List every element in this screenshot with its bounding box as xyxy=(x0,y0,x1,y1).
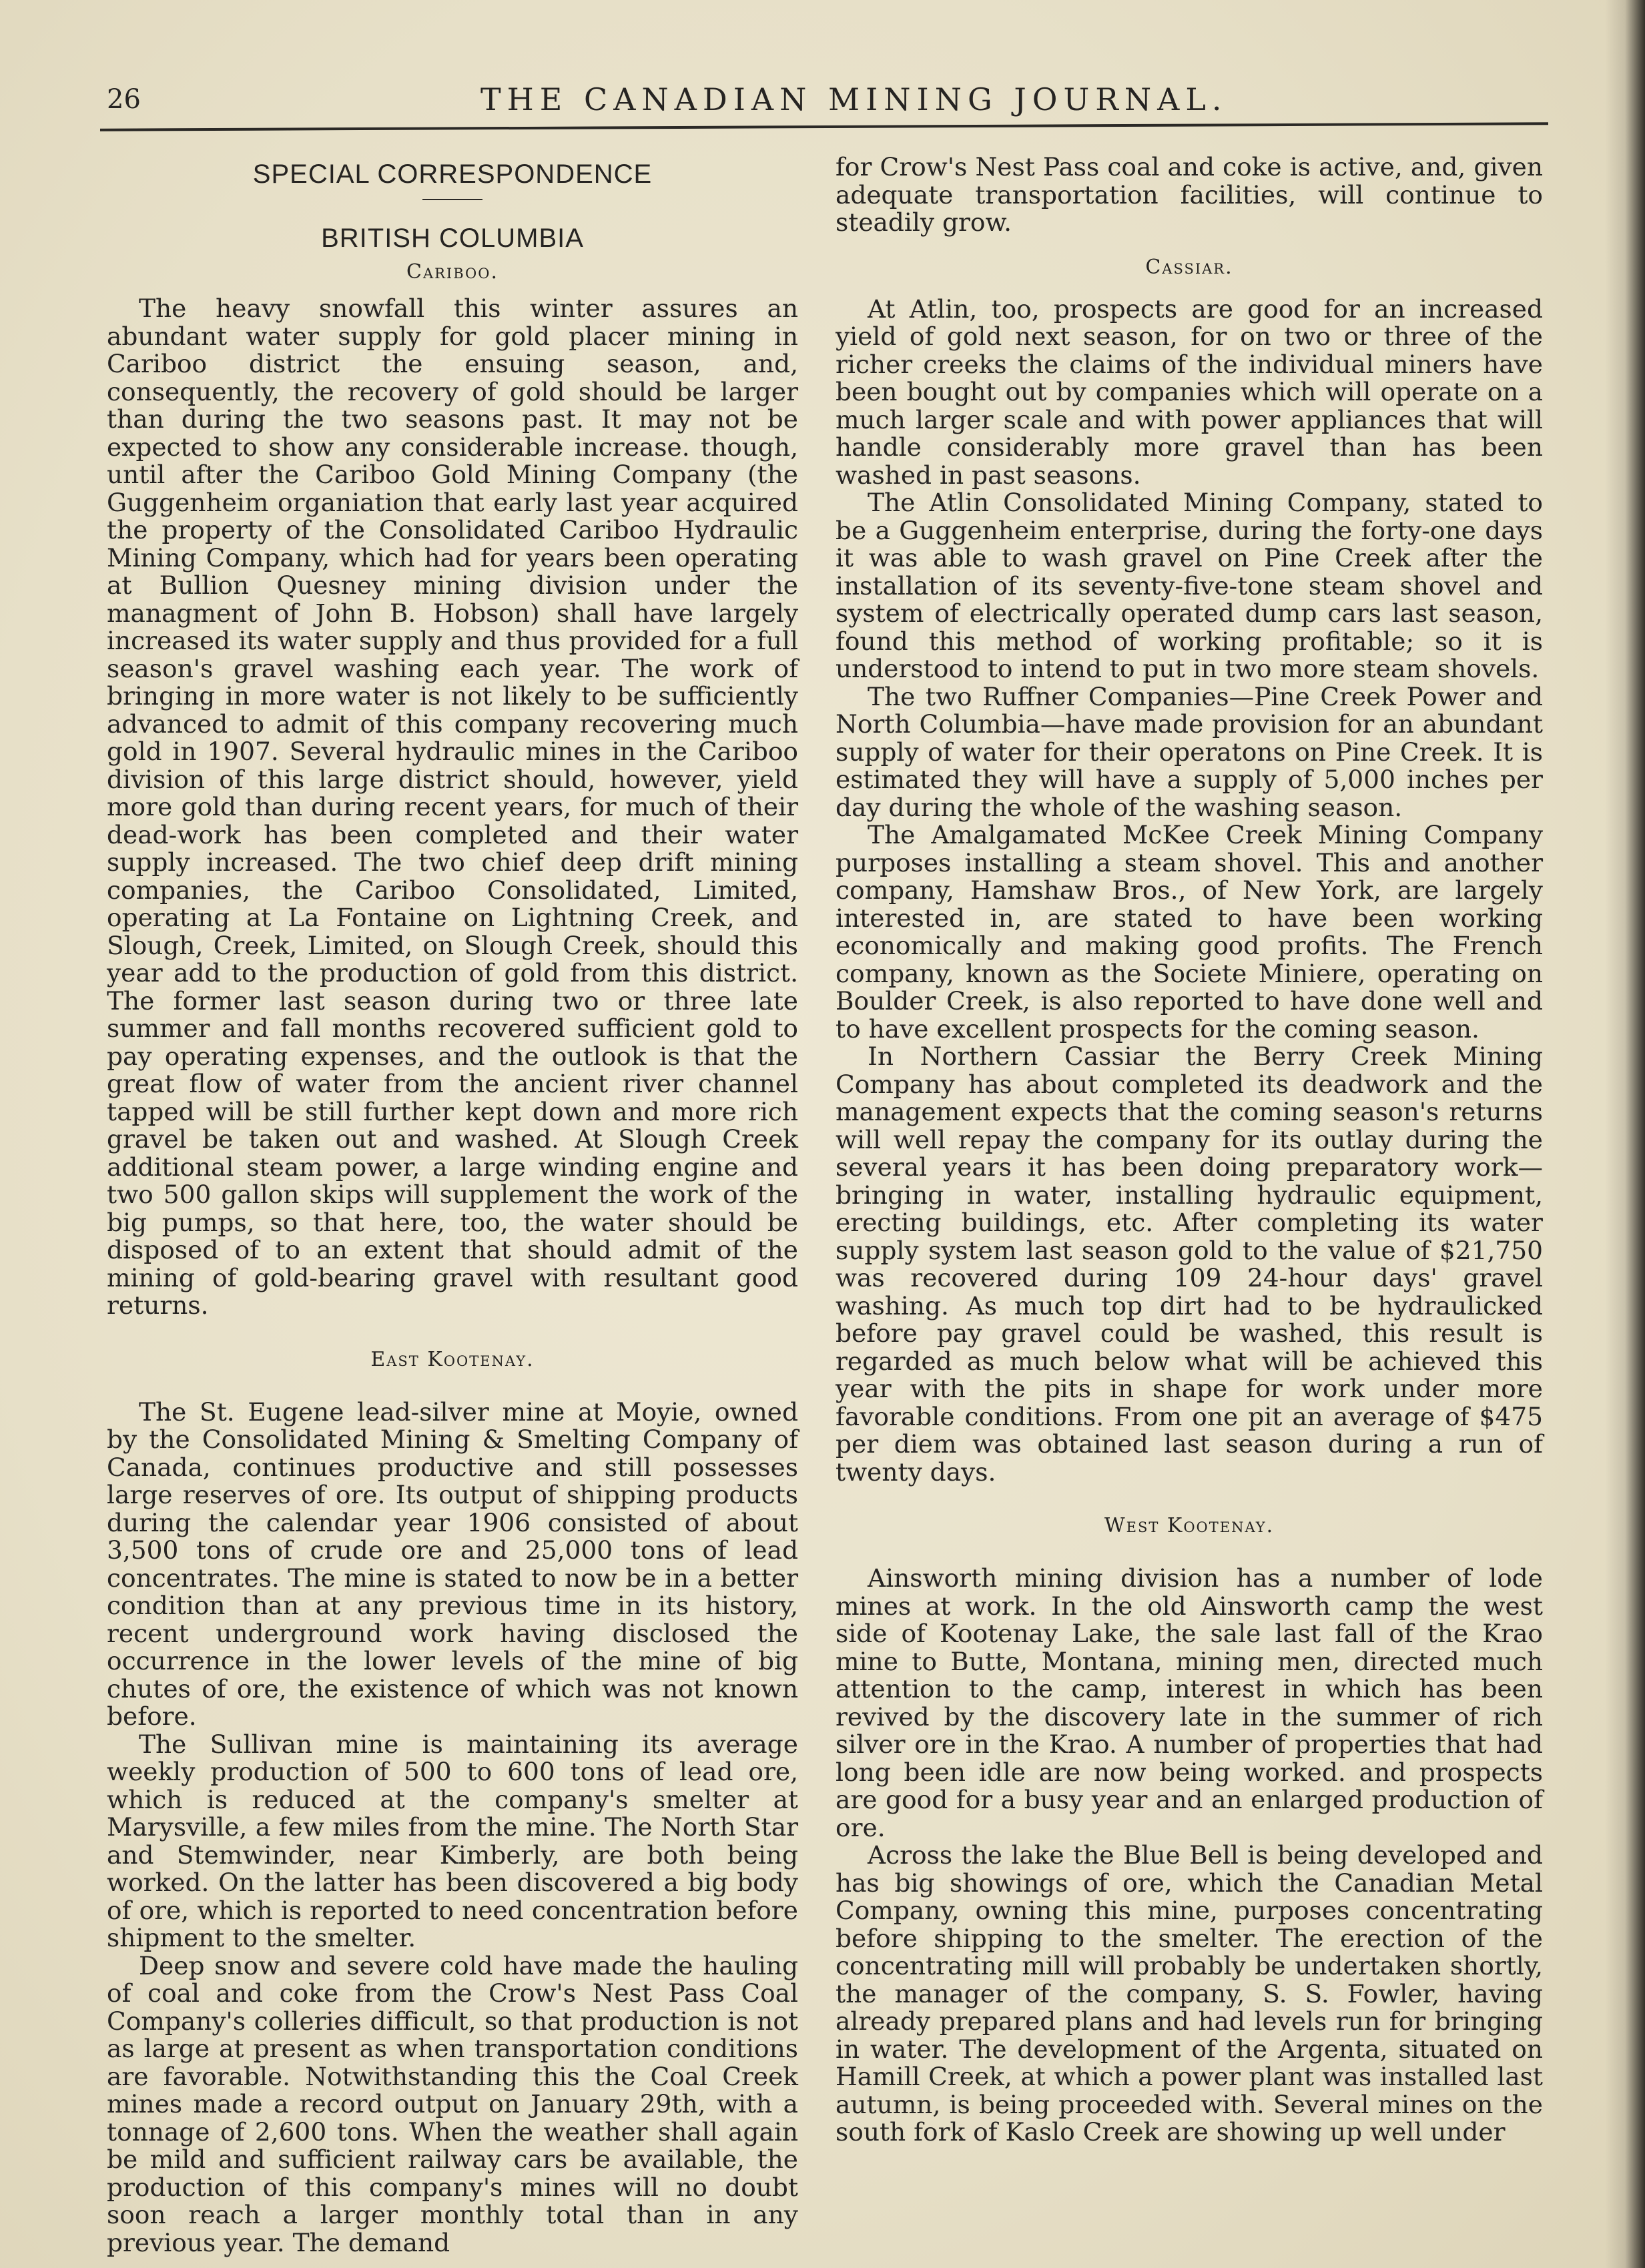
cassiar-paragraph-5: In Northern Cassiar the Berry Creek Mining Company has about completed its deadwork and the management expects that the coming season's returns will well repay the company for its outlay during the several years it has been doing preparatory work—bringing in water, installing hydraulic equipment, erecting buildings, etc. After completing its water supply system last season gold to the value of $21,750 was recovered during 109 24-hour days' gravel washing. As much top dirt had to be hydraulicked before pay gravel could be washed, this result is regarded as much below what will be achieved this year with the pits in shape for work under more favorable conditions. From one pit an average of $475 per diem was obtained last season during a run of twenty days. xyxy=(836,1042,1543,1487)
continued-paragraph: for Crow's Nest Pass coal and coke is active, and, given adequate transportation facilities, will continue to steadily grow. xyxy=(836,152,1543,237)
journal-title: THE CANADIAN MINING JOURNAL. xyxy=(480,81,1228,117)
title-divider xyxy=(422,199,482,200)
east-kootenay-paragraph-3: Deep snow and severe cold have made the hauling of coal and coke from the Crow's Nest Pass Coal Company's colleries difficult, so that production is not as large at present as when transportation conditions are favorable. Notwithstanding this the Coal Creek mines made a record output on January 29th, with a tonnage of 2,600 tons. When the weather shall again be mild and sufficient railway cars be available, the production of this company's mines will no doubt soon reach a larger monthly total than in any previous year. The demand xyxy=(107,1950,798,2257)
heading-east-kootenay: East Kootenay. xyxy=(370,1347,535,1371)
heading-cassiar: Cassiar. xyxy=(1145,255,1233,279)
cassiar-paragraph-4: The Amalgamated McKee Creek Mining Company purposes installing a steam shovel. This and another company, Hamshaw Bros., of New York, are largely interested in, are stated to have been working economically and making good profits. The French company, known as the Societe Miniere, operating on Boulder Creek, is also reported to have done well and to have excellent prospects for the coming season. xyxy=(836,820,1543,1044)
cassiar-paragraph-1: At Atlin, too, prospects are good for an increased yield of gold next season, for on two or three of the richer creeks the claims of the individual miners have been bought out by companies which will operate on a much larger scale and with power appliances that will handle considerably more gravel than has been washed in past seasons. xyxy=(836,294,1543,490)
left-column xyxy=(107,152,798,2257)
west-kootenay-paragraph-1: Ainsworth mining division has a number of lode mines at work. In the old Ainsworth camp the west side of Kootenay Lake, the sale last fall of the Krao mine to Butte, Montana, mining men, directed much attention to the camp, interest in which has been revived by the discovery late in the summer of rich silver ore in the Krao. A number of properties that had long been idle are now being worked. and prospects are good for a busy year and an enlarged production of ore. xyxy=(836,1563,1543,1842)
heading-cariboo: Cariboo. xyxy=(406,260,499,284)
right-column xyxy=(836,153,1543,2147)
section-title: SPECIAL CORRESPONDENCE xyxy=(252,159,653,189)
page-number: 26 xyxy=(107,84,141,115)
region-title: BRITISH COLUMBIA xyxy=(321,224,584,253)
east-kootenay-paragraph-1: The St. Eugene lead-silver mine at Moyie, owned by the Consolidated Mining & Smelting Company of Canada, continues productive and still possesses large reserves of ore. Its output of shipping products during the calendar year 1906 consisted of about 3,500 tons of crude ore and 25,000 tons of lead concentrates. The mine is stated to now be in a better condition than at any previous time in its history, recent underground work having disclosed the occurrence in the lower levels of the mine of big chutes of ore, the existence of which was not known before. xyxy=(107,1397,798,1731)
cariboo-paragraph: The heavy snowfall this winter assures an abundant water supply for gold placer mining in Cariboo district the ensuing season, and, consequently, the recovery of gold should be larger than during the two seasons past. It may not be expected to show any considerable increase. though, until after the Cariboo Gold Mining Company (the Guggenheim organiation that early last year acquired the property of the Consolidated Cariboo Hydraulic Mining Company, which had for years been operating at Bullion Quesney mining division under the managment of John B. Hobson) shall have largely increased its water supply and thus provided for a full season's gravel washing each year. The work of bringing in more water is not likely to be sufficiently advanced to admit of this company recovering much gold in 1907. Several hydraulic mines in the Cariboo division of this large district should, however, yield more gold than during recent years, for much of their dead-work has been completed and their water supply increased. The two chief deep drift mining companies, the Cariboo Consolidated, Limited, operating at La Fontaine on Lightning Creek, and Slough, Creek, Limited, on Slough Creek, should this year add to the production of gold from this district. The former last season during two or three late summer and fall months recovered sufficient gold to pay operating expenses, and the outlook is that the great flow of water from the ancient river channel tapped will be still further kept down and more rich gravel be taken out and washed. At Slough Creek additional steam power, a large winding engine and two 500 gallon skips will supplement the work of the big pumps, so that here, too, the water should be disposed of to an extent that should admit of the mining of gold-bearing gravel with resultant good returns. xyxy=(107,294,798,1320)
heading-west-kootenay: West Kootenay. xyxy=(1104,1514,1275,1537)
west-kootenay-paragraph-2: Across the lake the Blue Bell is being developed and has big showings of ore, which the Canadian Metal Company, owning this mine, purposes concentrating before shipping to the smelter. The erection of the concentrating mill will probably be undertaken shortly, the manager of the company, S. S. Fowler, having already prepared plans and had levels run for bringing in water. The development of the Argenta, situated on Hamill Creek, at which a power plant was installed last autumn, is being proceeded with. Several mines on the south fork of Kaslo Creek are showing up well under xyxy=(836,1840,1543,2147)
binding-shadow xyxy=(1605,0,1645,2268)
cassiar-paragraph-3: The two Ruffner Companies—Pine Creek Power and North Columbia—have made provision for an abundant supply of water for their operatons on Pine Creek. It is estimated they will have a supply of 5,000 inches per day during the whole of the washing season. xyxy=(836,681,1543,822)
running-header xyxy=(87,79,1542,125)
cassiar-paragraph-2: The Atlin Consolidated Mining Company, stated to be a Guggenheim enterprise, during the forty-one days it was able to wash gravel on Pine Creek after the installation of its seventy-five-tone steam shovel and system of electrically operated dump cars last season, found this method of working profitable; so it is understood to intend to put in two more steam shovels. xyxy=(836,488,1543,683)
east-kootenay-paragraph-2: The Sullivan mine is maintaining its average weekly production of 500 to 600 tons of lead ore, which is reduced at the company's smelter at Marysville, a few miles from the mine. The North Star and Stemwinder, near Kimberly, are both being worked. On the latter has been discovered a big body of ore, which is reported to need concentration before shipment to the smelter. xyxy=(107,1729,798,1952)
